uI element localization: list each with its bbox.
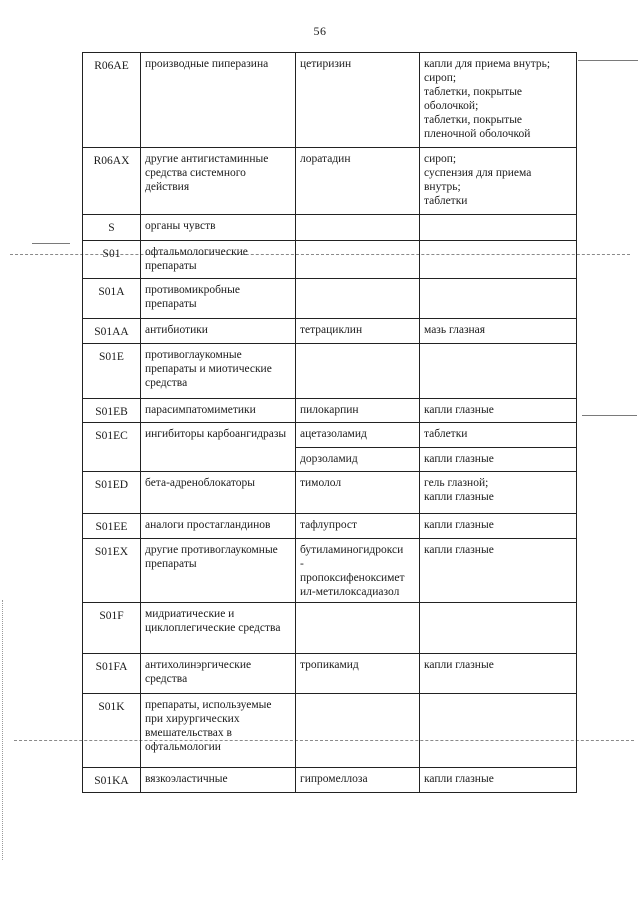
substance-cell bbox=[296, 654, 420, 694]
atc-code-cell: S01FA bbox=[83, 654, 141, 694]
table-row bbox=[83, 472, 577, 514]
table-row bbox=[83, 539, 577, 603]
table-row bbox=[83, 319, 577, 344]
atc-code-cell: S01AA bbox=[83, 319, 141, 344]
dosage-form-line: таблетки, покрытые bbox=[424, 86, 523, 98]
dosage-form-cell bbox=[420, 472, 577, 514]
dosage-form-line: таблетки bbox=[424, 195, 468, 207]
dosage-form-line: внутрь; bbox=[424, 181, 461, 193]
table-row bbox=[83, 768, 577, 793]
atc-code-cell: S bbox=[83, 215, 141, 241]
substance-name: тимолол bbox=[300, 477, 342, 489]
substance-cell bbox=[296, 279, 420, 319]
substance-name: дорзоламид bbox=[300, 453, 358, 465]
atc-group-text: антихолинэргические средства bbox=[145, 659, 252, 685]
atc-group-text: вязкоэластичные bbox=[145, 773, 228, 785]
scan-line-top bbox=[578, 60, 638, 61]
table-row bbox=[83, 279, 577, 319]
table-row bbox=[83, 423, 577, 448]
scan-margin-marks bbox=[2, 600, 6, 860]
table-row bbox=[83, 514, 577, 539]
dosage-form-line: таблетки, покрытые bbox=[424, 114, 523, 126]
substance-cell bbox=[296, 148, 420, 215]
atc-group-text: мидриатические и циклоплегические средства bbox=[145, 608, 281, 634]
substance-cell bbox=[296, 514, 420, 539]
atc-group-text: другие антигистаминные средства системного действия bbox=[145, 153, 269, 193]
dosage-form-line: капли глазные bbox=[424, 404, 494, 416]
atc-code-cell: R06AX bbox=[83, 148, 141, 215]
dosage-form-cell bbox=[420, 241, 577, 279]
dosage-form-line: сироп; bbox=[424, 72, 457, 84]
atc-group-text: аналоги простагландинов bbox=[145, 519, 271, 531]
substance-name: бутиламиногидрокси bbox=[300, 544, 404, 556]
substance-cell bbox=[296, 319, 420, 344]
substance-cell bbox=[296, 53, 420, 148]
dosage-form-line: капли глазные bbox=[424, 659, 494, 671]
dosage-form-cell bbox=[420, 514, 577, 539]
atc-group-cell bbox=[141, 472, 296, 514]
atc-group-cell bbox=[141, 514, 296, 539]
table-body bbox=[83, 53, 577, 793]
dosage-form-cell bbox=[420, 399, 577, 423]
dosage-form-cell bbox=[420, 215, 577, 241]
atc-code-cell: S01A bbox=[83, 279, 141, 319]
substance-cell bbox=[296, 539, 420, 603]
atc-code-cell: S01EE bbox=[83, 514, 141, 539]
table-row bbox=[83, 399, 577, 423]
dosage-form-cell bbox=[420, 53, 577, 148]
substance-cell bbox=[296, 448, 420, 472]
atc-group-text: производные пиперазина bbox=[145, 58, 269, 70]
dosage-form-line: гель глазной; bbox=[424, 477, 489, 489]
atc-group-cell bbox=[141, 279, 296, 319]
dosage-form-cell bbox=[420, 279, 577, 319]
substance-cell bbox=[296, 423, 420, 448]
atc-group-text: противоглаукомные препараты и миотические средства bbox=[145, 349, 272, 389]
dosage-form-line: капли глазные bbox=[424, 519, 494, 531]
atc-group-text: ингибиторы карбоангидразы bbox=[145, 428, 287, 440]
dosage-form-line: капли для приема внутрь; bbox=[424, 58, 551, 70]
atc-group-cell bbox=[141, 215, 296, 241]
atc-group-cell bbox=[141, 319, 296, 344]
dosage-form-cell bbox=[420, 539, 577, 603]
atc-group-cell bbox=[141, 423, 296, 472]
table-row bbox=[83, 241, 577, 279]
atc-group-text: органы чувств bbox=[145, 220, 216, 232]
table-row bbox=[83, 344, 577, 399]
atc-code-cell: S01F bbox=[83, 603, 141, 654]
atc-group-cell bbox=[141, 241, 296, 279]
atc-code-cell: S01KA bbox=[83, 768, 141, 793]
table-row bbox=[83, 654, 577, 694]
atc-group-text: препараты, используемые при хирургических вмешательствах в офтальмологии bbox=[145, 699, 272, 753]
atc-group-text: антибиотики bbox=[145, 324, 208, 336]
dosage-form-line: капли глазные bbox=[424, 491, 494, 503]
atc-group-cell bbox=[141, 148, 296, 215]
atc-group-text: противомикробные препараты bbox=[145, 284, 240, 310]
substance-cell bbox=[296, 768, 420, 793]
substance-name: гипромеллоза bbox=[300, 773, 368, 785]
atc-code-cell: S01K bbox=[83, 694, 141, 768]
substance-name: - bbox=[300, 558, 304, 570]
dosage-form-cell bbox=[420, 148, 577, 215]
scan-line-left bbox=[32, 243, 70, 244]
atc-code-cell: S01E bbox=[83, 344, 141, 399]
substance-cell bbox=[296, 215, 420, 241]
dosage-form-cell bbox=[420, 654, 577, 694]
substance-name: лоратадин bbox=[300, 153, 351, 165]
dosage-form-cell bbox=[420, 448, 577, 472]
substance-name: тафлупрост bbox=[300, 519, 357, 531]
atc-code-cell: S01EC bbox=[83, 423, 141, 472]
atc-drug-table bbox=[82, 52, 577, 793]
substance-cell bbox=[296, 399, 420, 423]
page-number: 56 bbox=[313, 24, 327, 38]
atc-group-cell bbox=[141, 768, 296, 793]
dosage-form-line: оболочкой; bbox=[424, 100, 479, 112]
atc-group-text: другие противоглаукомные препараты bbox=[145, 544, 278, 570]
dosage-form-line: капли глазные bbox=[424, 773, 494, 785]
substance-cell bbox=[296, 241, 420, 279]
substance-name: пропоксифеноксимет bbox=[300, 572, 405, 584]
atc-group-cell bbox=[141, 603, 296, 654]
substance-name: цетиризин bbox=[300, 58, 352, 70]
table-row bbox=[83, 148, 577, 215]
dosage-form-line: пленочной оболочкой bbox=[424, 128, 531, 140]
substance-cell bbox=[296, 694, 420, 768]
atc-group-cell bbox=[141, 654, 296, 694]
dosage-form-line: мазь глазная bbox=[424, 324, 486, 336]
dosage-form-line: таблетки bbox=[424, 428, 468, 440]
atc-code-cell: S01EB bbox=[83, 399, 141, 423]
atc-group-cell bbox=[141, 344, 296, 399]
dosage-form-cell bbox=[420, 344, 577, 399]
atc-group-cell bbox=[141, 539, 296, 603]
substance-cell bbox=[296, 472, 420, 514]
scan-line-right bbox=[582, 415, 637, 416]
dosage-form-cell bbox=[420, 768, 577, 793]
dosage-form-line: капли глазные bbox=[424, 453, 494, 465]
dosage-form-line: сироп; bbox=[424, 153, 457, 165]
substance-name: ацетазоламид bbox=[300, 428, 367, 440]
table-row bbox=[83, 694, 577, 768]
dosage-form-cell bbox=[420, 603, 577, 654]
dosage-form-line: суспензия для приема bbox=[424, 167, 532, 179]
atc-code-cell: S01EX bbox=[83, 539, 141, 603]
atc-group-cell bbox=[141, 399, 296, 423]
substance-name: тетрациклин bbox=[300, 324, 363, 336]
atc-group-cell bbox=[141, 694, 296, 768]
table-row bbox=[83, 53, 577, 148]
atc-group-cell bbox=[141, 53, 296, 148]
substance-cell bbox=[296, 603, 420, 654]
substance-cell bbox=[296, 344, 420, 399]
atc-group-text: офтальмологические препараты bbox=[145, 246, 248, 272]
substance-name: тропикамид bbox=[300, 659, 359, 671]
table-row bbox=[83, 215, 577, 241]
atc-code-cell: R06AE bbox=[83, 53, 141, 148]
atc-group-text: бета-адреноблокаторы bbox=[145, 477, 255, 489]
dosage-form-line: капли глазные bbox=[424, 544, 494, 556]
dosage-form-cell bbox=[420, 694, 577, 768]
atc-code-cell: S01ED bbox=[83, 472, 141, 514]
dosage-form-cell bbox=[420, 423, 577, 448]
atc-group-text: парасимпатомиметики bbox=[145, 404, 256, 416]
dosage-form-cell bbox=[420, 319, 577, 344]
table-row bbox=[83, 603, 577, 654]
atc-code-cell: S01 bbox=[83, 241, 141, 279]
substance-name: пилокарпин bbox=[300, 404, 359, 416]
substance-name: ил-метилоксадиазол bbox=[300, 586, 400, 598]
